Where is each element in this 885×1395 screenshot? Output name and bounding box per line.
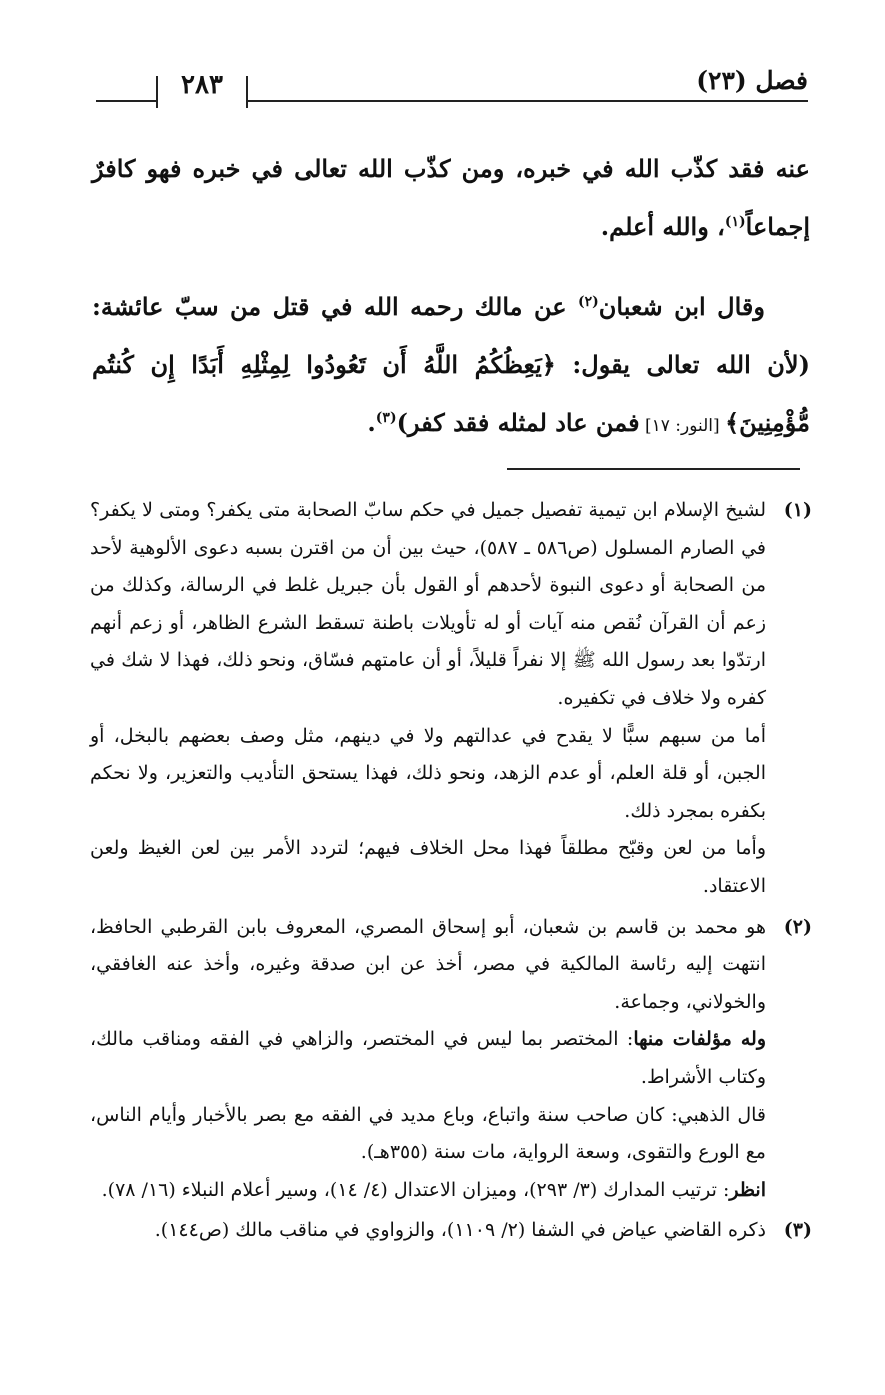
footnote-number: (٢) (783, 915, 812, 938)
header-rule-short (96, 100, 158, 102)
main-text-run: ، والله أعلم. (600, 212, 725, 241)
footnote-paragraph (90, 1172, 766, 1210)
quran-verse: ﴿يَعِظُكُمُ اللَّهُ أَن تَعُودُوا لِمِثْلِهِ أَبَدًا إِن كُنتُم مُّؤْمِنِينَ﴾ (92, 350, 810, 437)
main-text-run: . (367, 408, 376, 437)
footnote-3 (90, 1212, 812, 1250)
footnote-ref: (٣) (375, 410, 397, 426)
main-paragraph (92, 140, 810, 256)
main-text-run: عنه فقد كذّب الله في خبره، ومن كذّب الله تعالى في خبره فهو كافرٌ إجماعاً (92, 154, 810, 241)
footnote-paragraph: لشيخ الإسلام ابن تيمية تفصيل جميل في حكم سابّ الصحابة متى يكفر؟ ومتى لا يكفر؟ في الصارم المسلول (ص٥٨٦ ـ ٥٨٧)، حيث بين أن من اقترن بسبه دعوى الألوهية لأحد من الصحابة أو دعوى النبوة لأحدهم أو القول بأن جبريل غلط في الرسالة، وكذلك من زعم أن القرآن نُقص منه آيات أو له تأويلات باطنة تسقط الشرع الظاهر، أو زعم أنهم ارتدّوا بعد رسول الله ﷺ إلا نفراً قليلاً، أو أن عامتهم فسّاق، ونحو ذلك، فهذا لا شك في كفره ولا خلاف في تكفيره. (90, 499, 767, 709)
footnote-separator (507, 468, 800, 470)
footnote-number: (٣) (783, 1219, 812, 1242)
footnote-ref: (١) (724, 214, 746, 230)
chapter-title: فصل (٢٣) (696, 66, 808, 95)
footnote-paragraph: هو محمد بن قاسم بن شعبان، أبو إسحاق المصري، المعروف بابن القرطبي الحافظ، انتهت إليه رئاسة المالكية في مصر، أخذ عن ابن صدقة وغيره، وأخذ عنه الغافقي، والخولاني، وجماعة. (90, 915, 766, 1013)
footnote-paragraph (90, 1021, 766, 1096)
footnote-paragraph: أما من سبهم سبًّا لا يقدح في عدالتهم ولا في دينهم، مثل وصف بعضهم بالبخل، أو الجبن، أو قلة العلم، أو عدم الزهد، ونحو ذلك، فهذا يستحق التأديب والتعزير، ولا نحكم بكفره بمجرد ذلك. (90, 724, 766, 822)
header-divider-left (156, 76, 158, 108)
see-label: انظر (729, 1178, 766, 1201)
footnote-1 (90, 492, 812, 906)
footnote-ref: (٢) (578, 294, 599, 310)
page-number: ٢٨٣ (181, 70, 223, 100)
sura-reference: [النور: ١٧] (639, 416, 726, 436)
header-divider-right (246, 76, 248, 108)
works-label: وله مؤلفات منها (633, 1028, 766, 1051)
page-header (96, 62, 808, 108)
works-text: : المختصر بما ليس في المختصر، والزاهي في الفقه ومناقب مالك، وكتاب الأشراط. (90, 1028, 766, 1088)
main-text-run: وقال ابن شعبان (598, 292, 765, 321)
see-text: : ترتيب المدارك (٣/ ٢٩٣)، وميزان الاعتدال (٤/ ١٤)، وسير أعلام النبلاء (١٦/ ٧٨). (101, 1178, 730, 1201)
main-text-run: فمن عاد لمثله فقد كفر) (396, 408, 640, 437)
footnote-paragraph: وأما من لعن وقبّح مطلقاً فهذا محل الخلاف فيهم؛ لتردد الأمر بين لعن الغيظ ولعن الاعتقاد. (90, 837, 766, 897)
header-rule (248, 100, 808, 102)
main-text (92, 140, 810, 455)
footnote-paragraph: ذكره القاضي عياض في الشفا (٢/ ١١٠٩)، والزواوي في مناقب مالك (ص١٤٤). (154, 1219, 766, 1242)
main-text-run: عن مالك رحمه الله في قتل من سبّ عائشة: (لأن الله تعالى يقول: (92, 292, 810, 379)
footnote-number: (١) (783, 499, 812, 521)
footnote-paragraph: قال الذهبي: كان صاحب سنة واتباع، وباع مديد في الفقه مع بصر بالأخبار وأيام الناس، مع الورع والتقوى، وسعة الرواية، مات سنة (٣٥٥هـ). (90, 1103, 766, 1164)
main-paragraph (92, 278, 810, 455)
footnote-2 (90, 909, 812, 1210)
footnotes (90, 492, 812, 1250)
